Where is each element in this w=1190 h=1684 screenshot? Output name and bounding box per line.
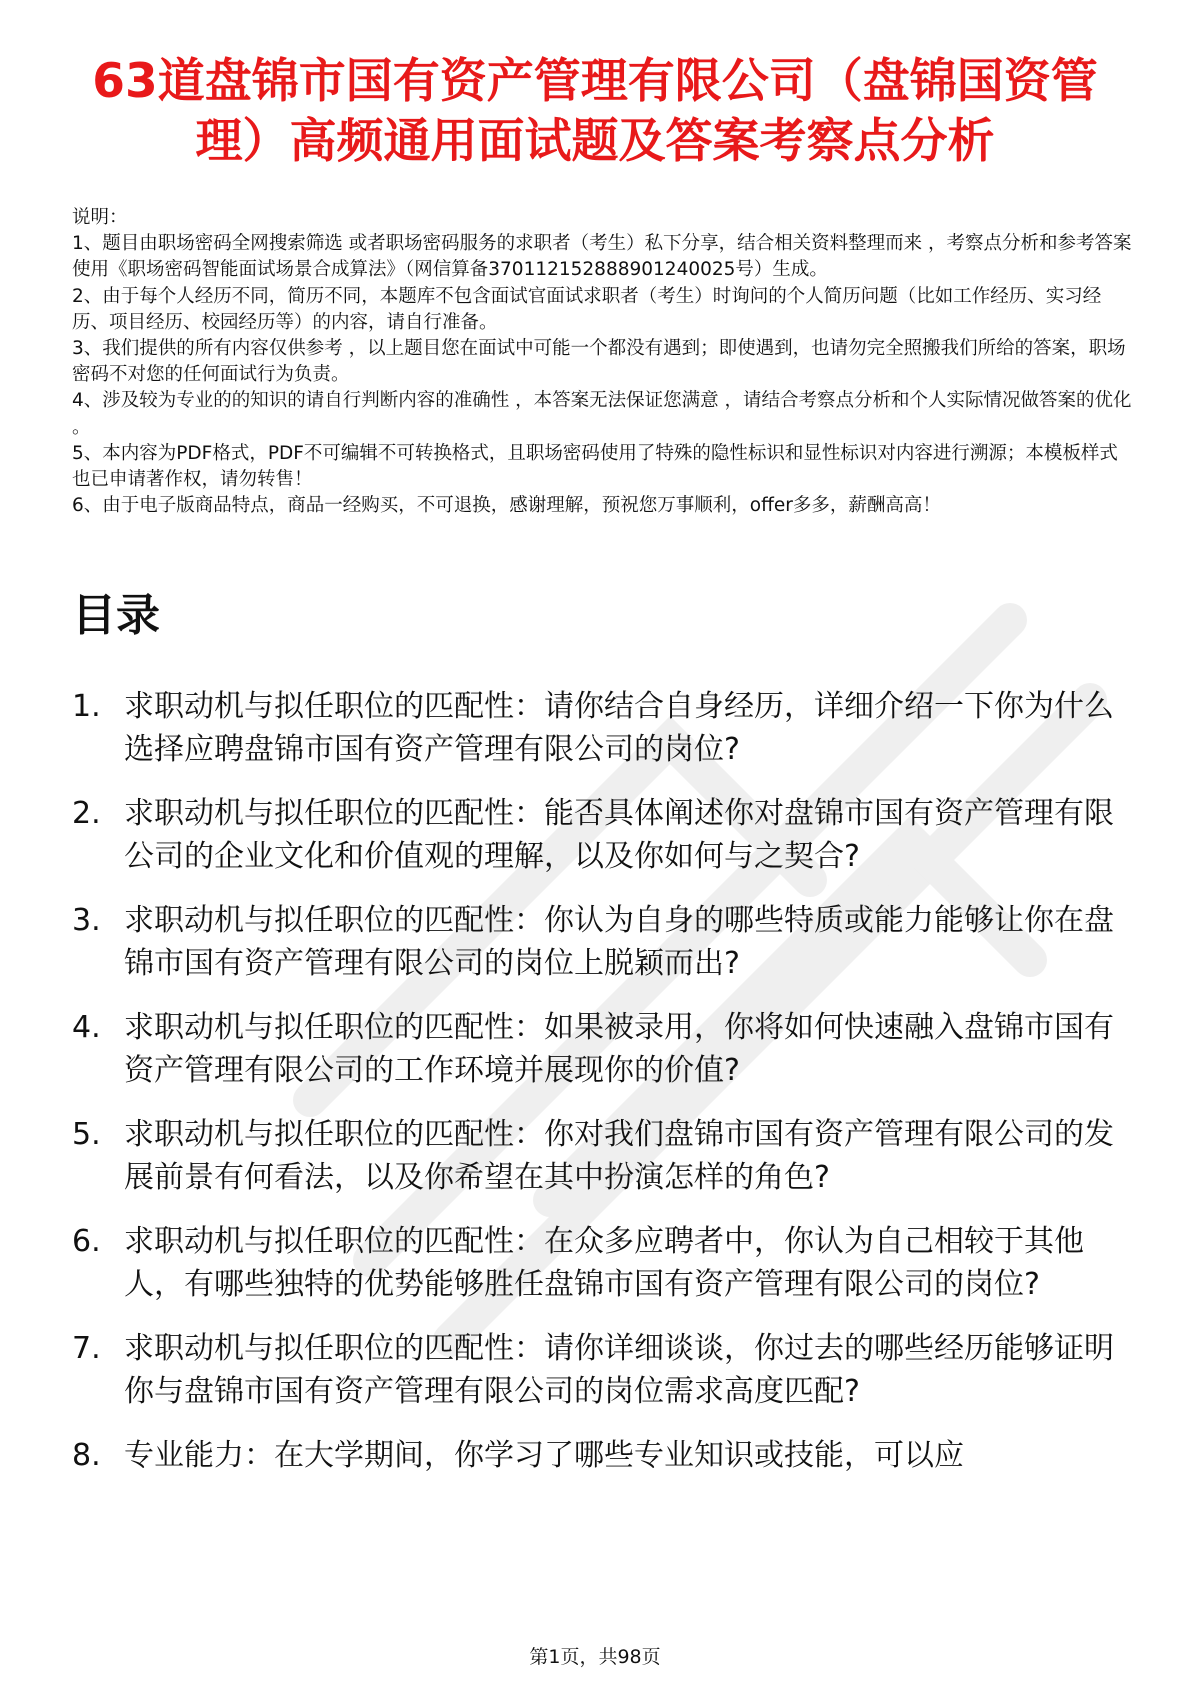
toc-item-text: 求职动机与拟任职位的匹配性：你对我们盘锦市国有资产管理有限公司的发展前景有何看法，以及你希望在其中扮演怎样的角色? [124, 1117, 1114, 1195]
toc-item-number: 2. [72, 796, 101, 831]
toc-item-text: 求职动机与拟任职位的匹配性：如果被录用，你将如何快速融入盘锦市国有资产管理有限公司的工作环境并展现你的价值? [124, 1010, 1114, 1088]
toc-item-number: 8. [72, 1438, 101, 1473]
toc-item[interactable] [72, 1113, 1122, 1199]
toc-item-number: 7. [72, 1331, 101, 1366]
toc-item[interactable] [72, 685, 1122, 771]
toc-item[interactable] [72, 792, 1122, 878]
toc-item[interactable] [72, 899, 1122, 985]
toc-item[interactable] [72, 1220, 1122, 1306]
toc-list [72, 685, 1122, 1498]
note-item: 1、题目由职场密码全网搜索筛选 或者职场密码服务的求职者（考生）私下分享，结合相关资料整理而来 ，考察点分析和参考答案使用《职场密码智能面试场景合成算法》（网信算备370112152888901240025号）生成。 [72, 233, 1132, 281]
toc-item[interactable] [72, 1327, 1122, 1413]
note-item: 5、本内容为PDF格式，PDF不可编辑不可转换格式，且职场密码使用了特殊的隐性标识和显性标识对内容进行溯源；本模板样式也已申请著作权，请勿转售！ [72, 442, 1118, 491]
note-item: 6、由于电子版商品特点，商品一经购买，不可退换，感谢理解，预祝您万事顺利，offer多多，薪酬高高！ [72, 495, 941, 517]
toc-item-text: 求职动机与拟任职位的匹配性：能否具体阐述你对盘锦市国有资产管理有限公司的企业文化和价值观的理解，以及你如何与之契合? [124, 796, 1114, 874]
note-item: 4、涉及较为专业的的知识的请自行判断内容的准确性 ，本答案无法保证您满意 ，请结合考察点分析和个人实际情况做答案的优化 。 [72, 390, 1132, 438]
toc-item-number: 3. [72, 903, 101, 938]
toc-item[interactable] [72, 1006, 1122, 1092]
toc-heading: 目录 [72, 590, 160, 641]
note-item: 2、由于每个人经历不同，简历不同，本题库不包含面试官面试求职者（考生）时询问的个人简历问题（比如工作经历、实习经历、项目经历、校园经历等）的内容，请自行准备。 [72, 285, 1102, 333]
toc-item-number: 4. [72, 1010, 101, 1045]
toc-item-text: 求职动机与拟任职位的匹配性：你认为自身的哪些特质或能力能够让你在盘锦市国有资产管理有限公司的岗位上脱颖而出? [124, 903, 1114, 981]
toc-item-number: 5. [72, 1117, 101, 1152]
notes-section [72, 205, 1132, 519]
toc-item-text: 求职动机与拟任职位的匹配性：请你详细谈谈，你过去的哪些经历能够证明你与盘锦市国有资产管理有限公司的岗位需求高度匹配? [124, 1331, 1114, 1409]
page-footer: 第1页，共98页 [529, 1646, 661, 1668]
document-title: 63道盘锦市国有资产管理有限公司（盘锦国资管理）高频通用面试题及答案考察点分析 [92, 54, 1098, 169]
toc-item[interactable] [72, 1434, 1122, 1477]
notes-heading: 说明： [72, 207, 128, 228]
toc-item-number: 1. [72, 689, 101, 724]
toc-item-text: 专业能力：在大学期间，你学习了哪些专业知识或技能，可以应 [124, 1438, 964, 1473]
toc-item-number: 6. [72, 1224, 101, 1259]
toc-item-text: 求职动机与拟任职位的匹配性：请你结合自身经历，详细介绍一下你为什么选择应聘盘锦市国有资产管理有限公司的岗位? [124, 689, 1114, 767]
note-item: 3、我们提供的所有内容仅供参考 ，以上题目您在面试中可能一个都没有遇到；即使遇到，也请勿完全照搬我们所给的答案，职场密码不对您的任何面试行为负责。 [72, 338, 1126, 386]
toc-item-text: 求职动机与拟任职位的匹配性：在众多应聘者中，你认为自己相较于其他人，有哪些独特的优势能够胜任盘锦市国有资产管理有限公司的岗位? [124, 1224, 1084, 1302]
